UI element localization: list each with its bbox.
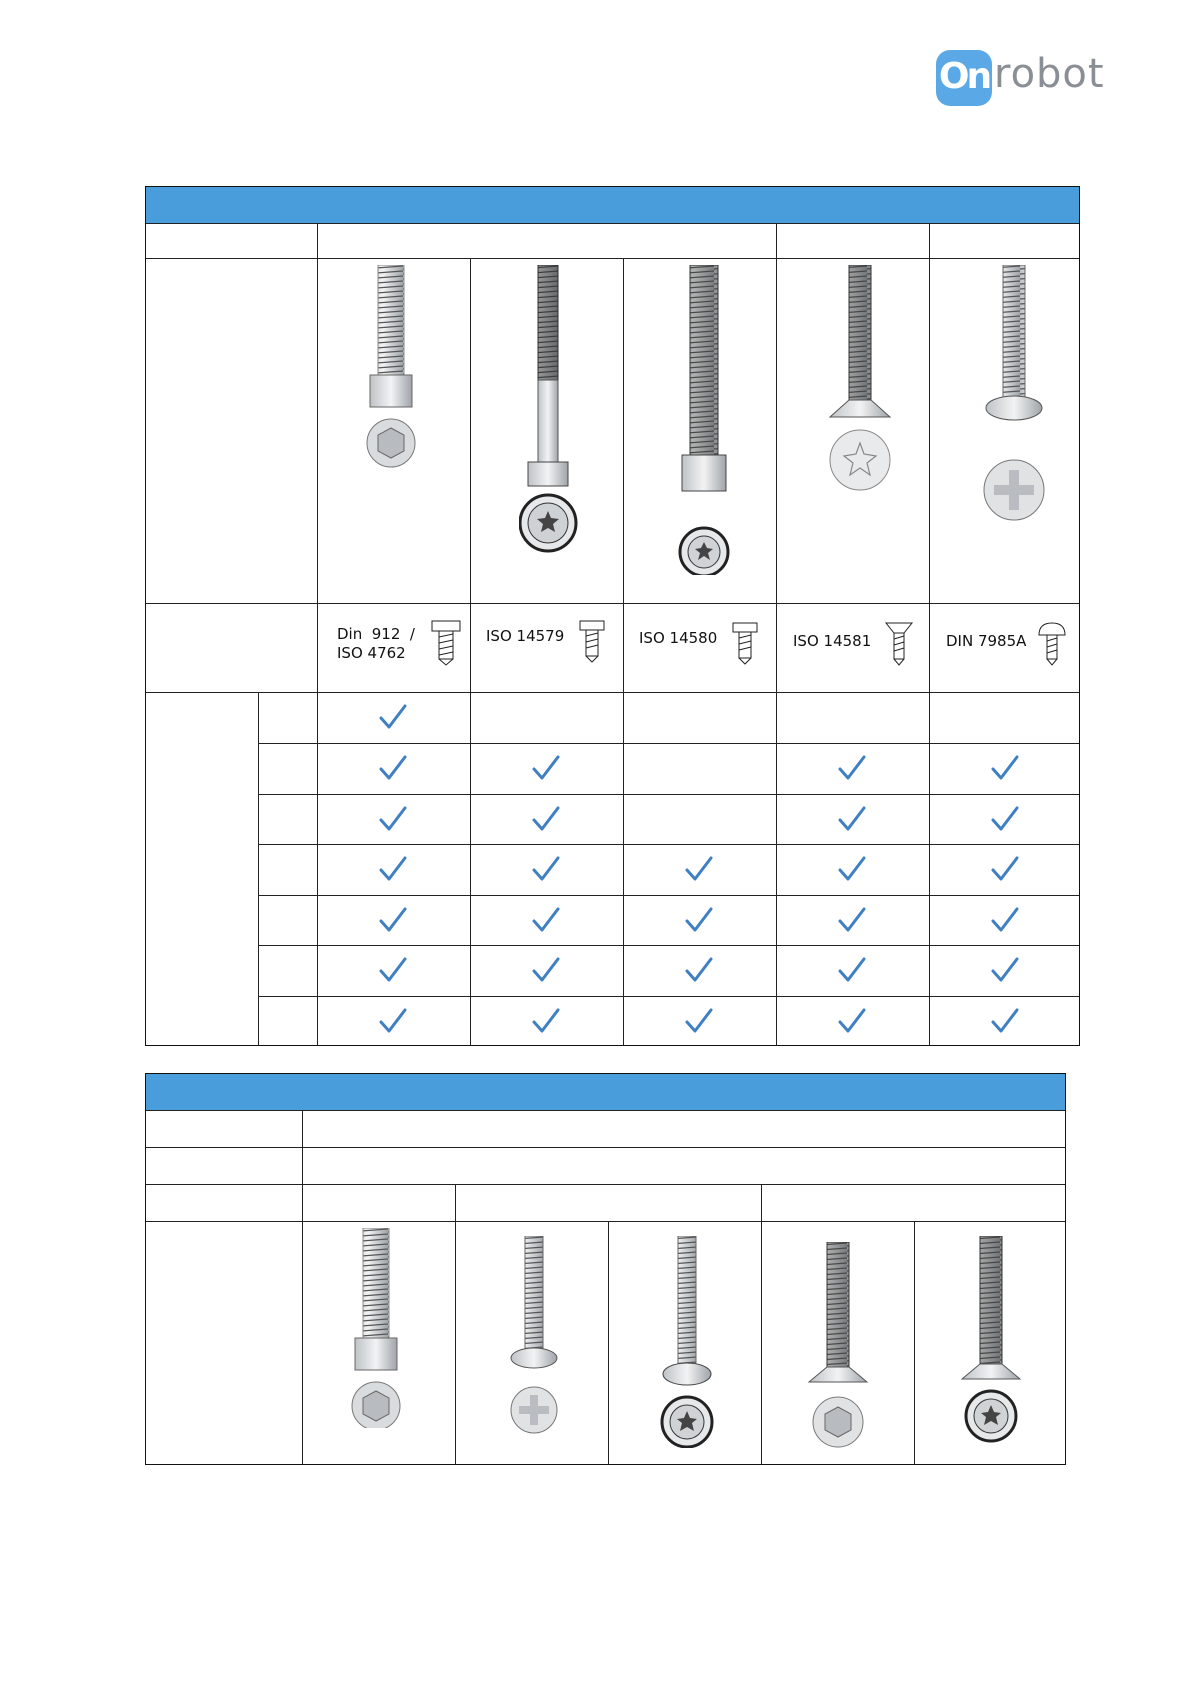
check-icon	[378, 1007, 408, 1035]
socket-head-screw-icon	[429, 619, 465, 667]
check-icon	[837, 1007, 867, 1035]
torx-cap-screw-image	[674, 265, 734, 575]
check-icon	[378, 956, 408, 984]
check-icon	[378, 906, 408, 934]
hex-socket-cap-screw-image	[348, 1228, 408, 1428]
check-icon	[531, 855, 561, 883]
screw-types-table	[145, 1073, 1066, 1465]
check-icon	[990, 855, 1020, 883]
check-icon	[990, 906, 1020, 934]
onrobot-logo	[936, 49, 1105, 109]
hex-socket-cap-screw-image	[363, 265, 423, 475]
logo-wordmark: robot	[994, 51, 1105, 97]
logo-mark: On	[936, 50, 992, 106]
check-icon	[837, 855, 867, 883]
hex-countersunk-screw-image	[807, 1242, 871, 1452]
check-icon	[837, 956, 867, 984]
check-icon	[378, 855, 408, 883]
check-icon	[684, 906, 714, 934]
torx-cap-screw-long-image	[519, 265, 579, 555]
screw-compatibility-table	[145, 186, 1080, 1046]
table-header-bar	[146, 1074, 1065, 1110]
check-icon	[531, 805, 561, 833]
check-icon	[837, 805, 867, 833]
table-header-bar	[146, 187, 1079, 223]
standard-label-2: ISO 14579	[486, 627, 565, 645]
check-icon	[684, 855, 714, 883]
check-icon	[531, 1007, 561, 1035]
torx-pan-head-screw-image	[657, 1236, 717, 1448]
check-icon	[378, 703, 408, 731]
check-icon	[990, 754, 1020, 782]
standard-label-4: ISO 14581	[793, 632, 872, 650]
phillips-pan-head-screw-image	[504, 1236, 564, 1436]
check-icon	[531, 754, 561, 782]
check-icon	[378, 805, 408, 833]
torx-countersunk-screw-image	[960, 1236, 1024, 1446]
check-icon	[531, 906, 561, 934]
check-icon	[990, 956, 1020, 984]
check-icon	[990, 805, 1020, 833]
check-icon	[531, 956, 561, 984]
socket-head-screw-icon	[576, 619, 610, 665]
standard-label-3: ISO 14580	[639, 629, 718, 647]
check-icon	[378, 754, 408, 782]
standard-label-5: DIN 7985A	[946, 632, 1027, 650]
check-icon	[837, 906, 867, 934]
check-icon	[684, 1007, 714, 1035]
countersunk-screw-icon	[883, 621, 917, 667]
socket-head-screw-icon	[729, 621, 763, 667]
check-icon	[837, 754, 867, 782]
check-icon	[990, 1007, 1020, 1035]
phillips-pan-head-screw-image	[980, 265, 1050, 525]
pan-head-screw-icon	[1036, 621, 1070, 667]
standard-label-1b: ISO 4762	[337, 644, 406, 662]
check-icon	[684, 956, 714, 984]
torx-countersunk-screw-image	[827, 265, 897, 495]
standard-label-1: Din 912 /	[337, 625, 415, 643]
